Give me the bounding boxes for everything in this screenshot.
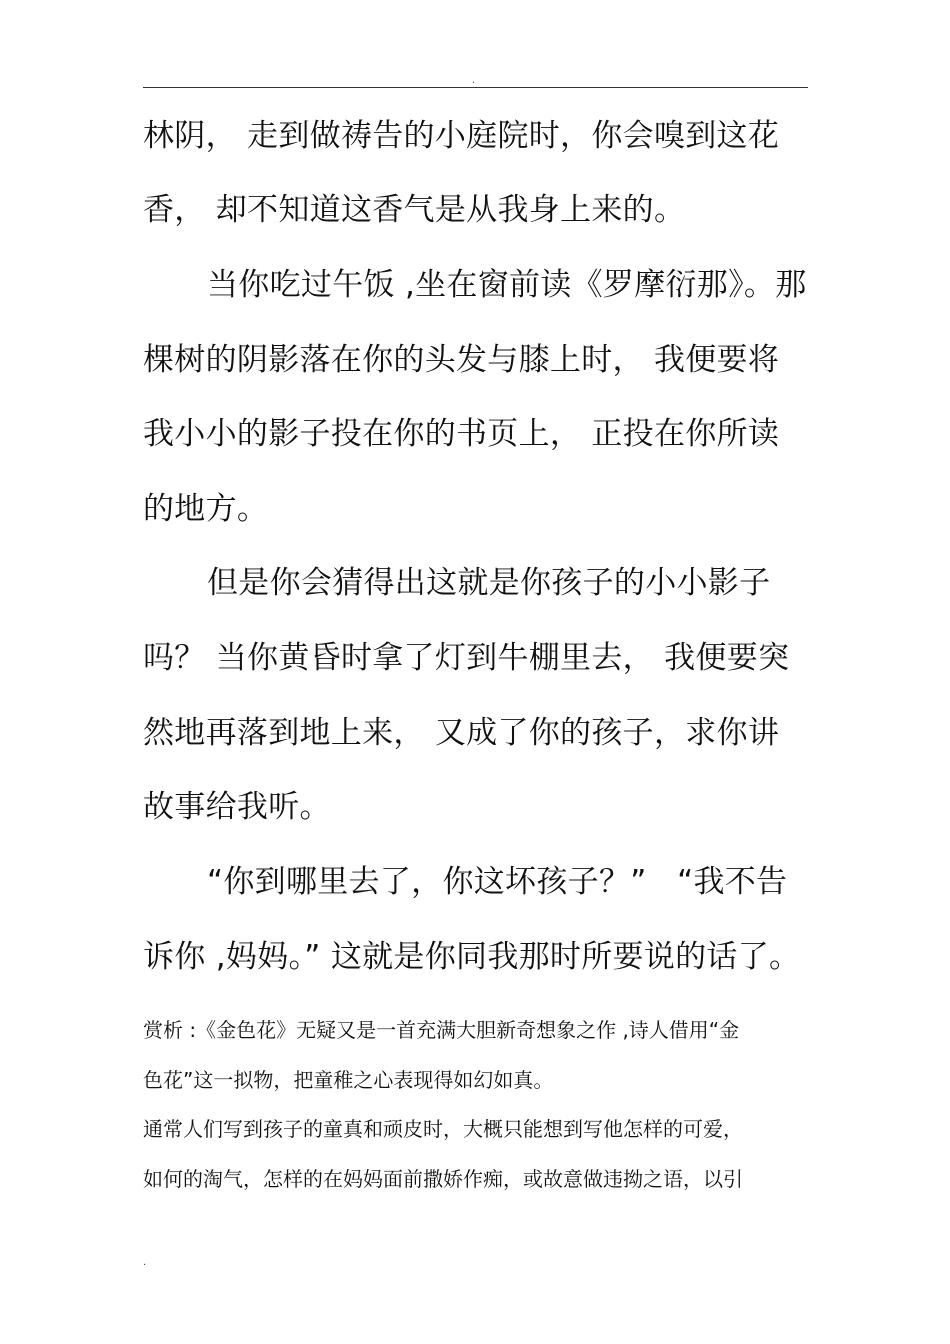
footer-dot: .	[143, 1257, 147, 1268]
body-line-10: 故事给我听。	[143, 789, 331, 825]
body-line-8: 吗？ 当你黄昏时拿了灯到牛棚里去， 我便要突	[143, 640, 790, 676]
commentary-line-2: 色花”这一拟物，把童稚之心表现得如幻如真。	[143, 1068, 554, 1092]
header-rule	[143, 87, 808, 88]
body-line-2: 香， 却不知道这香气是从我身上来的。	[143, 192, 686, 228]
body-line-4: 棵树的阴影落在你的头发与膝上时， 我便要将	[143, 342, 780, 378]
body-line-6: 的地方。	[143, 491, 269, 527]
body-line-11: “你到哪里去了，你这坏孩子？” “我不告	[207, 864, 788, 900]
commentary-line-4: 如何的淘气，怎样的在妈妈面前撒娇作痴，或故意做违拗之语，以引	[143, 1167, 743, 1191]
header-dot: .	[472, 75, 476, 86]
commentary-line-3: 通常人们写到孩子的童真和顽皮时，大概只能想到写他怎样的可爱，	[143, 1117, 743, 1141]
body-line-1: 林阴， 走到做祷告的小庭院时，你会嗅到这花	[143, 118, 780, 154]
commentary-line-1: 赏析 :《金色花》无疑又是一首充满大胆新奇想象之作 ,诗人借用“金	[143, 1018, 740, 1042]
body-line-5: 我小小的影子投在你的书页上， 正投在你所读	[143, 416, 780, 452]
body-line-3: 当你吃过午饭 ,坐在窗前读《罗摩衍那》。那	[207, 267, 807, 303]
body-line-12: 诉你 ,妈妈。” 这就是你同我那时所要说的话了。	[143, 939, 801, 975]
body-line-7: 但是你会猜得出这就是你孩子的小小影子	[207, 565, 771, 601]
body-line-9: 然地再落到地上来， 又成了你的孩子，求你讲	[143, 715, 780, 751]
